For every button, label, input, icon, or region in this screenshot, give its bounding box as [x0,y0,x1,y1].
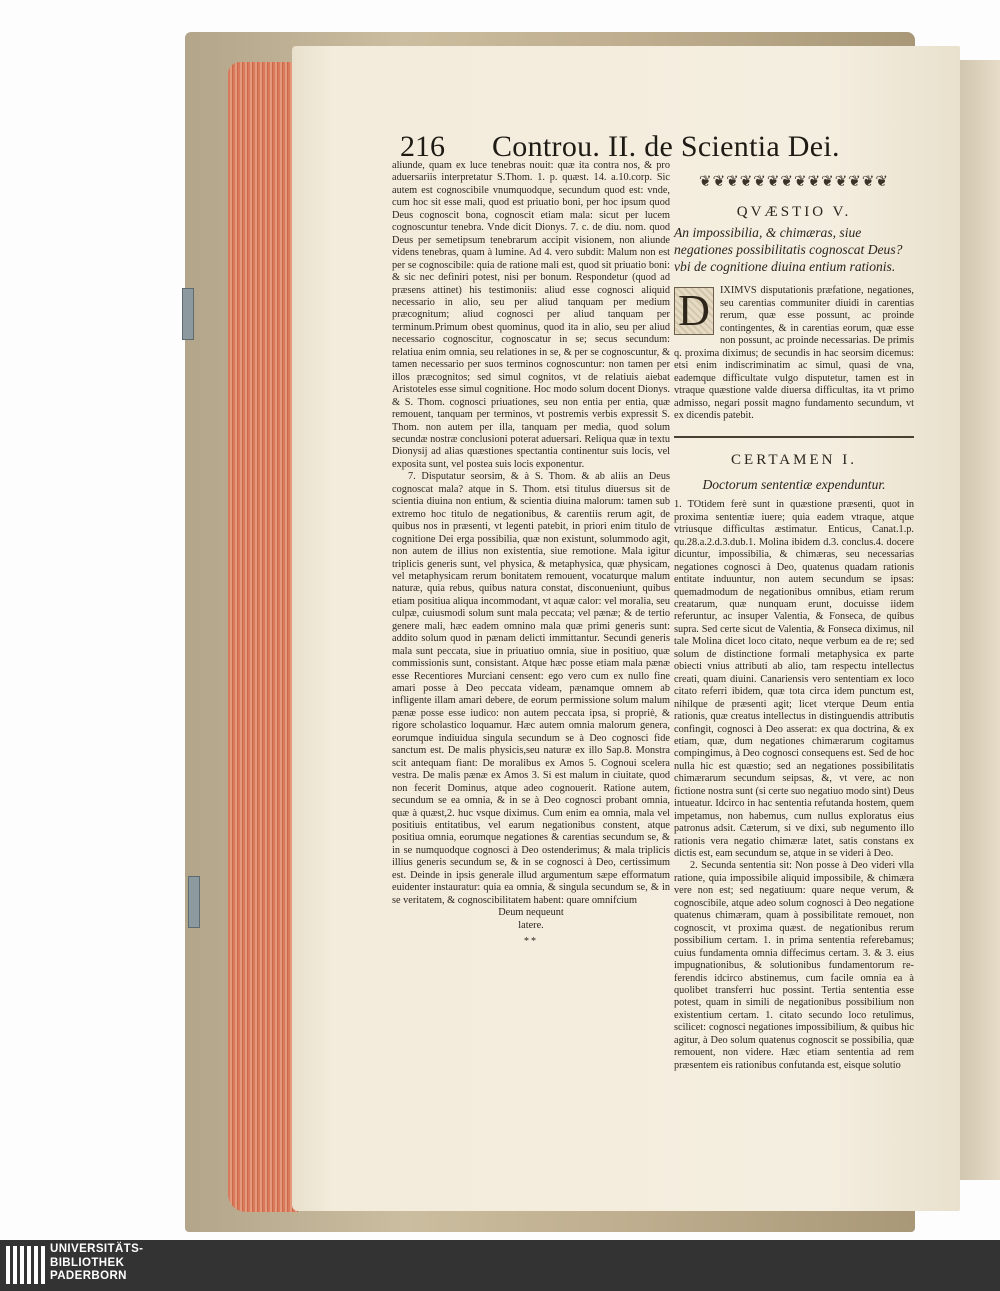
left-paragraph: 7. Disputatur seorsim, & à S. Thom. & ab aliis an Deus cognoscat mala? atque in S. Thom. etsi titulus diuersus sit de scientia diuina non entium, & scientia diuina malorum: tamen sub extremo hoc titulo de negationibus, & carentiis rerum agit, de quibus nos in præsenti, vt legenti patebit, in priori enim titulo de cognitione Dei erga possibilia, quæ non existunt, solummodo agit, non autem de illius non existentia, siue remotione. Mala igitur triplicis generis sunt, vel physica, & metaphysica, quæ physicam, vel metaphysicam rerum bonitatem remouent, vocaturque malum naturæ, quia rebus, quibus natura constat, disconueniunt, quibus etiam positiua aliqua incommodant, vt aquæ calor: vel moralia, seu culpæ, cuiusmodi solum sunt mala peccata; vel pænæ; & de tertio genere mali, hæc eadem omnino mala quæ primi generis sunt: addito solum quod in pænam delicti immittantur. Secundi generis mala sunt peccata, siue in priuatiuo omnia, siue in positiuo, quæ commissionis sunt, consistant. Atque hæc posse etiam mala pænæ esse Recentiores Murciani censent: ego vero cum ex nullo fine amari posse à Deo peccata videam, pænamque omnem ab infligente illam amari debere, de eorum permissione solum malum pænæ posse esse iudico: non autem peccata ipsa, si propriè, & rigore scholastico loquamur. Hæc autem omnia malorum genera, eorumque indiuidua singula secundum se à Deo cognosci fide sanctum est. De malis physicis,seu naturæ ex illo Sap.8. Monstra scit antequam fiant: De moralibus ex Amos 5. Cognoui scelera vestra. De malis pænæ ex Amos 3. Si est malum in ciuitate, quod non fecerit Dominus, atque adeo cognouerit. Ratione autem, secundum se ea omnia, & in se à Deo cognosci probant omnia, quæ à quæst,2. huc vsque diximus. Cum enim ea omnia, mala vel positiuis entitatibus, vel earum negationibus constent, atque positiua omnia, eorumque negationes & carentias secundum se, & in se numquodque cognosci à Deo ostenderimus; & mala triplicis illius generis secundum se, & in se cognosci à Deo, certissimum est. Deinde in ipsis generale illud argumentum sæpe efformatum euidenter instauratur: quia ea omnia, & singula secundum se, & in se veritatem, & cognoscibilitatem habent: quare omnifcium [392,471,670,906]
left-paragraph: aliunde, quam ex luce tenebras nouit: quæ ita contra nos, & pro aduersariis interpretatur S.Thom. 1. p. quæst. 14. a.10.corp. Sic autem est cognoscibile vnumquodque, secundum quod est: vnde, cum hoc sit esse mali, quod est priuatio boni, per hoc ipsum quod Deus cognoscit bona, cognoscit etiam mala: sicut per lucem cognoscuntur tenebra. Vnde dicit Dionys. 7. c. de diu. nom. quod Deus per semetipsum tenebrarum accipit visionem, non aliunde videns tenebras, quam à lumine. Ad 4. vero subdit: Malum non est per se cognoscibile: quia de ratione mali est, quod sit priuatio boni: & sic nec definiri potest, nisi per bonum. Respondetur (quod ad præsens attinet) his testimoniis: aliud esse cognosci aliquid necessario in alio, seu per aliud tanquam per medium præcognitum; aliud cognosci per aliud tanquam per terminum.Primum obest quominus, quod ita in alio, seu per aliud necessario cognoscitur, cognoscatur in se; secus secundum: relatiua enim omnia, seu relationes in se, & per se cognoscuntur, & tamen necessario per suos terminos cognoscuntur: non tamen per illos præcognitos; sed simul cognitos, vt de relatiuis aiebat Aristoteles esse simul cognitione. Hoc modo solum docent Dionys. & S. Thom. cognosci priuationes, seu non entia per entia, quæ remouent, tanquam per terminos, vt postremis verbis expressit S. Thom. non autem per illa, tanquam per media, quod solum secundæ nostræ conclusioni poterat aduersari. Reliqua quæ in textu Dionysij ad alias quæstiones spectantia continentur suis locis, vel exposita sunt, vel postea suis locis exponentur. [392,160,670,470]
library-footer [0,1240,1000,1291]
page-edges [228,62,298,1212]
decorated-initial: D [674,287,714,335]
book-page [292,46,960,1211]
signature-mark: ** [524,936,538,948]
closing-line: Deum nequeunt [498,907,564,919]
clasp-lower [188,876,200,928]
ornament-band: ❦❦❦❦❦❦❦❦❦❦❦❦❦❦ [699,174,889,190]
library-name [50,1243,143,1284]
certamen-title: CERTAMEN I. [731,452,857,469]
intro-text: IXIMVS disputationis præfatione, negationes, seu carentias communiter diuidi in carentias rerum, quæ esse possunt, ac proinde contingentes, & in carentias eorum, quæ esse non possunt, ac proinde necessarias. De primis q. proxima diximus; de secundis in hac seorsim dicemus: etsi enim indiscriminatim ac simul, quasi de vna, eademque difficultate vulgo disputetur, tamen est in vtraque quæstione valde diuersa difficultas, ita vt primo admisso, negari possit magno fundamento secundum, vt ex dicendis patebit. [674,285,914,421]
library-logo-icon [6,1246,46,1284]
intro-block [674,285,914,422]
running-head: Controu. II. de Scientia Dei. [492,130,840,163]
library-name-line: BIBLIOTHEK [50,1256,125,1269]
library-name-line: UNIVERSITÄTS- [50,1243,144,1255]
quaestio-title: QVÆSTIO V. [736,204,852,220]
right-column [674,174,914,1072]
certamen-subtitle: Doctorum sententiæ expenduntur. [702,476,886,492]
page-number: 216 [400,130,445,163]
closing-line: latere. [518,919,544,931]
quaestio-question: An impossibilia, & chimæras, siue negationes possibilitatis cognoscat Deus? vbi de cognitione diuina entium rationis. [674,225,903,275]
right-paragraph: 1. TOtidem ferè sunt in quæstione præsenti, quot in proxima sententiæ iuere; quia eadem vtraque, atque vtriusque difficultas æstimatur. Enticus, Canat.1.p. qu.28.a.2.d.3.dub.1. Molina ibidem d.3. conclus.4. docere dicuntur, impossibilia, & chimæras, seu necessarias negationes cognosci à Deo, quatenus quadam rationis entitate induuntur, non autem secundum se ipsas: quemadmodum de negationibus omnibus, etiam rerum creatarum, quæ nunquam erunt, docuisse iidem referuntur, ac insuper Valentia, & Fonseca, de quibus supra. Sed certe sicut de Valentia, & Fonseca diximus, nil tale Molina dicet loco citato, neque verbum ea de re; sed solum de distinctione formali metaphysica ex parte obiecti vnius attributi ab alio, tam respectu intellectus creati, quam diuini. Canariensis vero sententiam ex loco citato referri ibidem, quæ tota circa idem punctum est, nihilque de præsenti agit; licet vterque Deum entia rationis, quæ creatus intellectus in distinguendis attributis confingit, cognosci à Deo asserat: ex qua doctrina, & ex etiam, quæ, dum negationes chimærarum cogitamus compingimus, à Deo cognosci consequens est. Sed de hoc nulla hic est quæstio; sed an negationes possibilitatis chimærarum secundum seipsas, &, vt vere, ac non fictione nostra sunt (si certe suo negatiuo modo sint) Deus intueatur. Idcirco in hac sententia refutanda hostem, quem impetamus, non habemus, cum nullus exploratus eius patronus adsit. Cæterum, si ve dixi, sub negumento illo rationis vera negatio chimæræ latet, satis constans ex dictis est, eam secundum se, atque in se videri à Deo. [674,499,914,860]
library-name-line: PADERBORN [50,1270,127,1282]
clasp-upper [182,288,194,340]
facing-page-edge [955,60,1000,1180]
right-paragraph: 2. Secunda sententia sit: Non posse à Deo videri vlla ratione, quia impossibile aliquid impossibile, & chimæra vere non est; sed negatiuum: quare neque verum, & cognoscibile, atque adeo solum cognosci à Deo negatione quatenus chimæram, quam à possibilitate remouet, non cognoscit, vt proxima quæst. de negationibus rerum possibilium certam. 1. in prima sententia referebamus; cuius fundamenta omnia diffecimus certam. 3. & 3. eius impugnationibus, & solutionibus fundamentorum re-ferendis idcirco abstinemus, cum facile omnia ea à quolibet transferri huc possint. Tertia sententia esse potest, quam in simili de negationibus possibilium non existentium certam. 1. citato secundo loco retulimus, scilicet: cognosci negationes impossibilium, & quibus hic agitur, à Deo solum quatenus cognoscit se possibilia, quæ remouent, non videre. Hæc etiam sententia ad rem præsentem eis rationibus confutanda est, eisque solutio [674,860,914,1071]
section-rule [674,436,914,438]
left-column [392,160,670,949]
